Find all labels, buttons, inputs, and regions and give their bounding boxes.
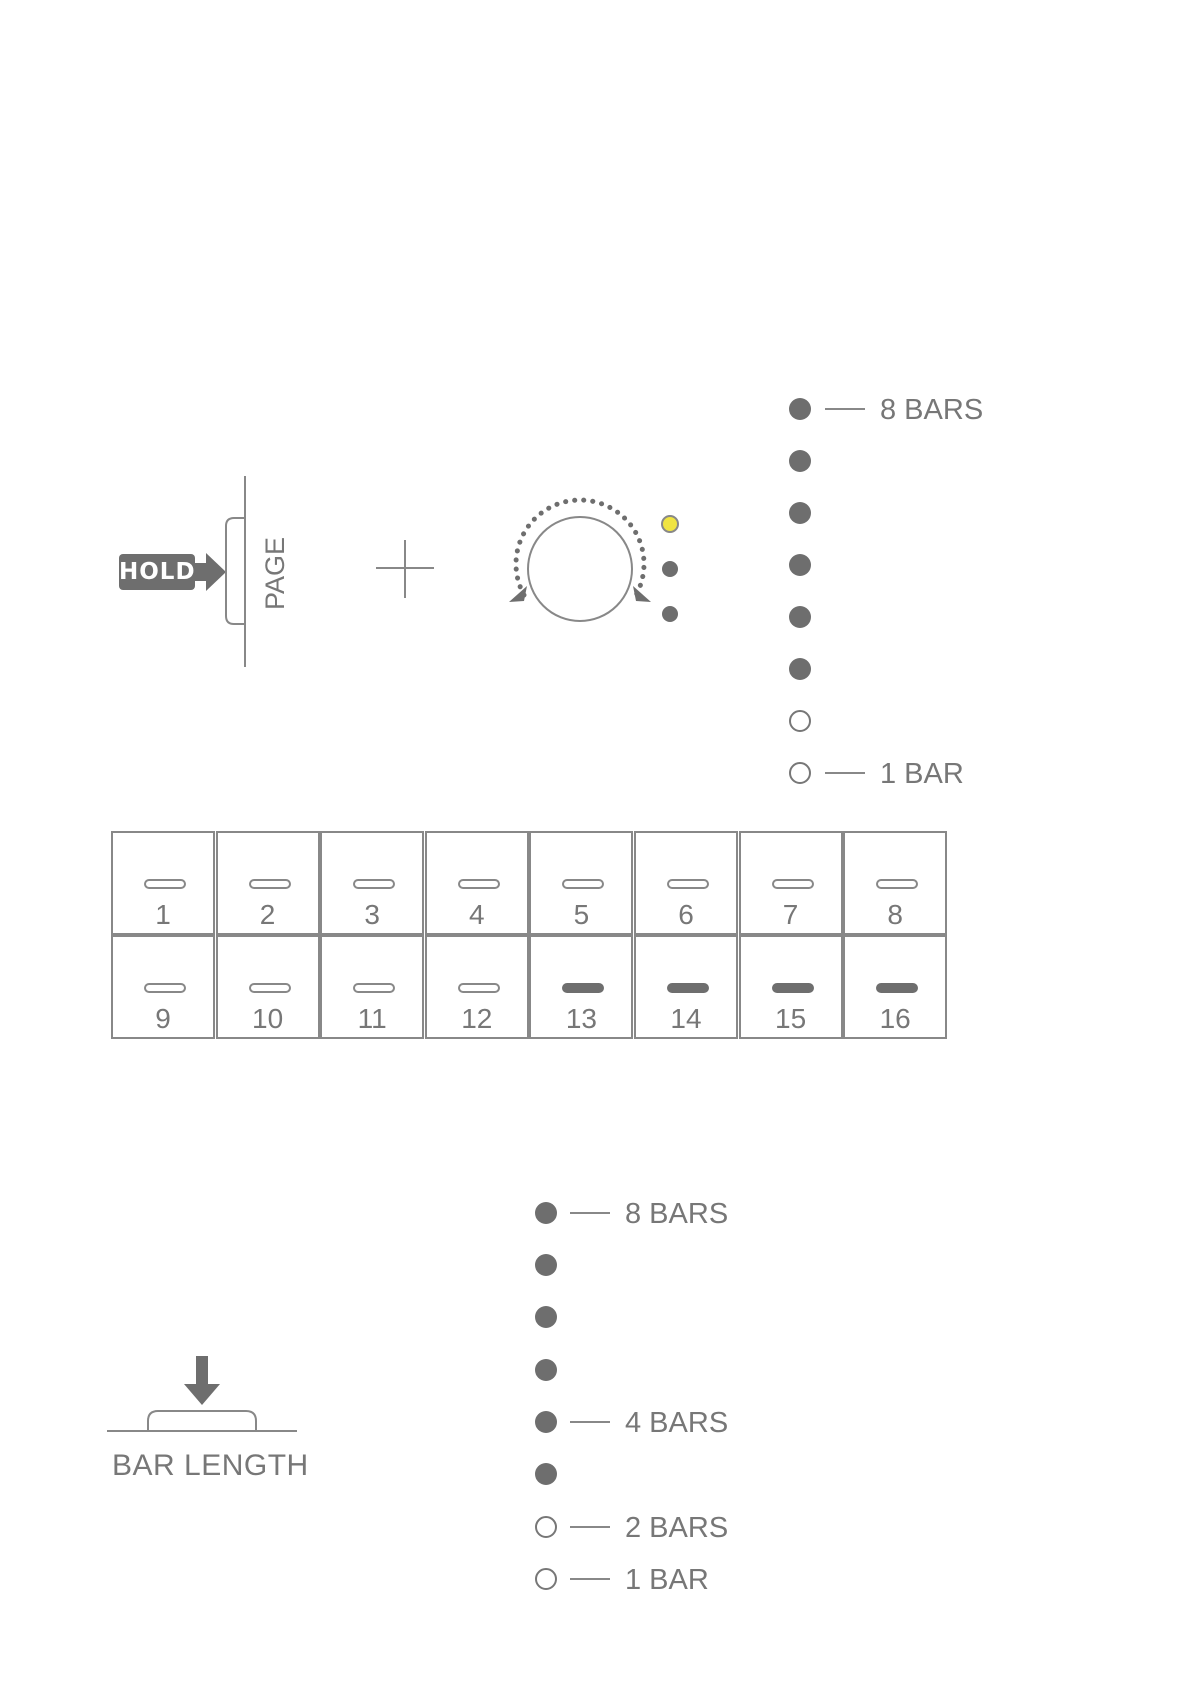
rotate-right-arrow-icon xyxy=(633,586,651,602)
pad-number: 12 xyxy=(461,1003,493,1034)
step-pad-11[interactable] xyxy=(320,935,424,1039)
meter-led xyxy=(789,450,811,472)
step-pad-13[interactable] xyxy=(529,935,633,1039)
pad-number: 1 xyxy=(155,899,171,930)
meter-led xyxy=(535,1359,557,1381)
pad-number: 16 xyxy=(879,1003,911,1034)
pad-number: 4 xyxy=(469,899,485,930)
pad-number: 5 xyxy=(573,899,590,930)
pad-number: 3 xyxy=(364,899,380,930)
hold-label: HOLD xyxy=(119,554,195,590)
meter-led xyxy=(789,502,811,524)
bar-length-button[interactable] xyxy=(107,1356,297,1431)
pad-led xyxy=(458,983,500,993)
pad-led xyxy=(353,879,395,889)
pad-number: 11 xyxy=(357,1003,387,1034)
step-pad-7[interactable] xyxy=(739,831,843,935)
meter-led xyxy=(790,711,810,731)
pad-number: 8 xyxy=(887,899,903,930)
meter-bottom-label-1-bar: 1 BAR xyxy=(625,1564,709,1596)
plus-icon xyxy=(376,540,434,598)
meter-led xyxy=(790,763,810,783)
pad-led xyxy=(458,879,500,889)
pad-led xyxy=(667,879,709,889)
step-pad-5[interactable] xyxy=(529,831,633,935)
meter-led xyxy=(535,1411,557,1433)
meter-top-label-1-bar: 1 BAR xyxy=(880,758,964,790)
meter-led xyxy=(536,1569,556,1589)
step-pad-10[interactable] xyxy=(216,935,320,1039)
page-button-label: PAGE xyxy=(260,536,290,610)
bar-length-label: BAR LENGTH xyxy=(112,1449,309,1482)
pad-led xyxy=(876,879,918,889)
indicator-led xyxy=(662,606,678,622)
pad-led-lit xyxy=(667,983,709,993)
pad-led xyxy=(562,879,604,889)
meter-led xyxy=(789,606,811,628)
indicator-led xyxy=(662,561,678,577)
meter-led xyxy=(535,1306,557,1328)
meter-led xyxy=(789,554,811,576)
pad-led-lit xyxy=(562,983,604,993)
pad-led xyxy=(353,983,395,993)
pad-led xyxy=(772,879,814,889)
indicator-led-lit xyxy=(662,516,678,532)
meter-led xyxy=(536,1517,556,1537)
step-pad-12[interactable] xyxy=(425,935,529,1039)
step-pad-2[interactable] xyxy=(216,831,320,935)
meter-led xyxy=(535,1202,557,1224)
pad-number: 14 xyxy=(670,1003,702,1034)
pad-number: 10 xyxy=(252,1003,284,1034)
rotary-knob-icon[interactable] xyxy=(509,500,651,621)
pad-number: 13 xyxy=(565,1003,597,1034)
step-pad-6[interactable] xyxy=(634,831,738,935)
knob-indicators xyxy=(662,516,678,622)
press-down-arrow-icon xyxy=(184,1356,220,1405)
step-pad-1[interactable] xyxy=(111,831,215,935)
bar-meter-top xyxy=(789,398,865,783)
meter-led xyxy=(789,398,811,420)
pad-number: 15 xyxy=(775,1003,807,1034)
rotate-left-arrow-icon xyxy=(509,586,527,602)
step-pad-14[interactable] xyxy=(634,935,738,1039)
step-pad-3[interactable] xyxy=(320,831,424,935)
pad-number: 7 xyxy=(782,899,799,930)
meter-bottom-label-8-bars: 8 BARS xyxy=(625,1198,729,1230)
bar-meter-bottom xyxy=(535,1202,610,1589)
pad-number: 9 xyxy=(155,1003,171,1034)
pad-led xyxy=(249,983,291,993)
pad-number: 6 xyxy=(678,899,694,930)
step-pad-4[interactable] xyxy=(425,831,529,935)
pad-led xyxy=(144,983,186,993)
step-pad-15[interactable] xyxy=(739,935,843,1039)
pad-number: 2 xyxy=(259,899,276,930)
meter-bottom-label-4-bars: 4 BARS xyxy=(625,1407,729,1439)
pad-led-lit xyxy=(772,983,814,993)
meter-led xyxy=(535,1254,557,1276)
pad-led xyxy=(144,879,186,889)
pad-led-lit xyxy=(876,983,918,993)
step-pad-8[interactable] xyxy=(843,831,947,935)
step-pad-9[interactable] xyxy=(111,935,215,1039)
pad-led xyxy=(249,879,291,889)
page-button[interactable] xyxy=(226,476,245,667)
step-pad-16[interactable] xyxy=(843,935,947,1039)
meter-bottom-label-2-bars: 2 BARS xyxy=(625,1512,729,1544)
meter-led xyxy=(789,658,811,680)
meter-top-label-8-bars: 8 BARS xyxy=(880,394,984,426)
meter-led xyxy=(535,1463,557,1485)
